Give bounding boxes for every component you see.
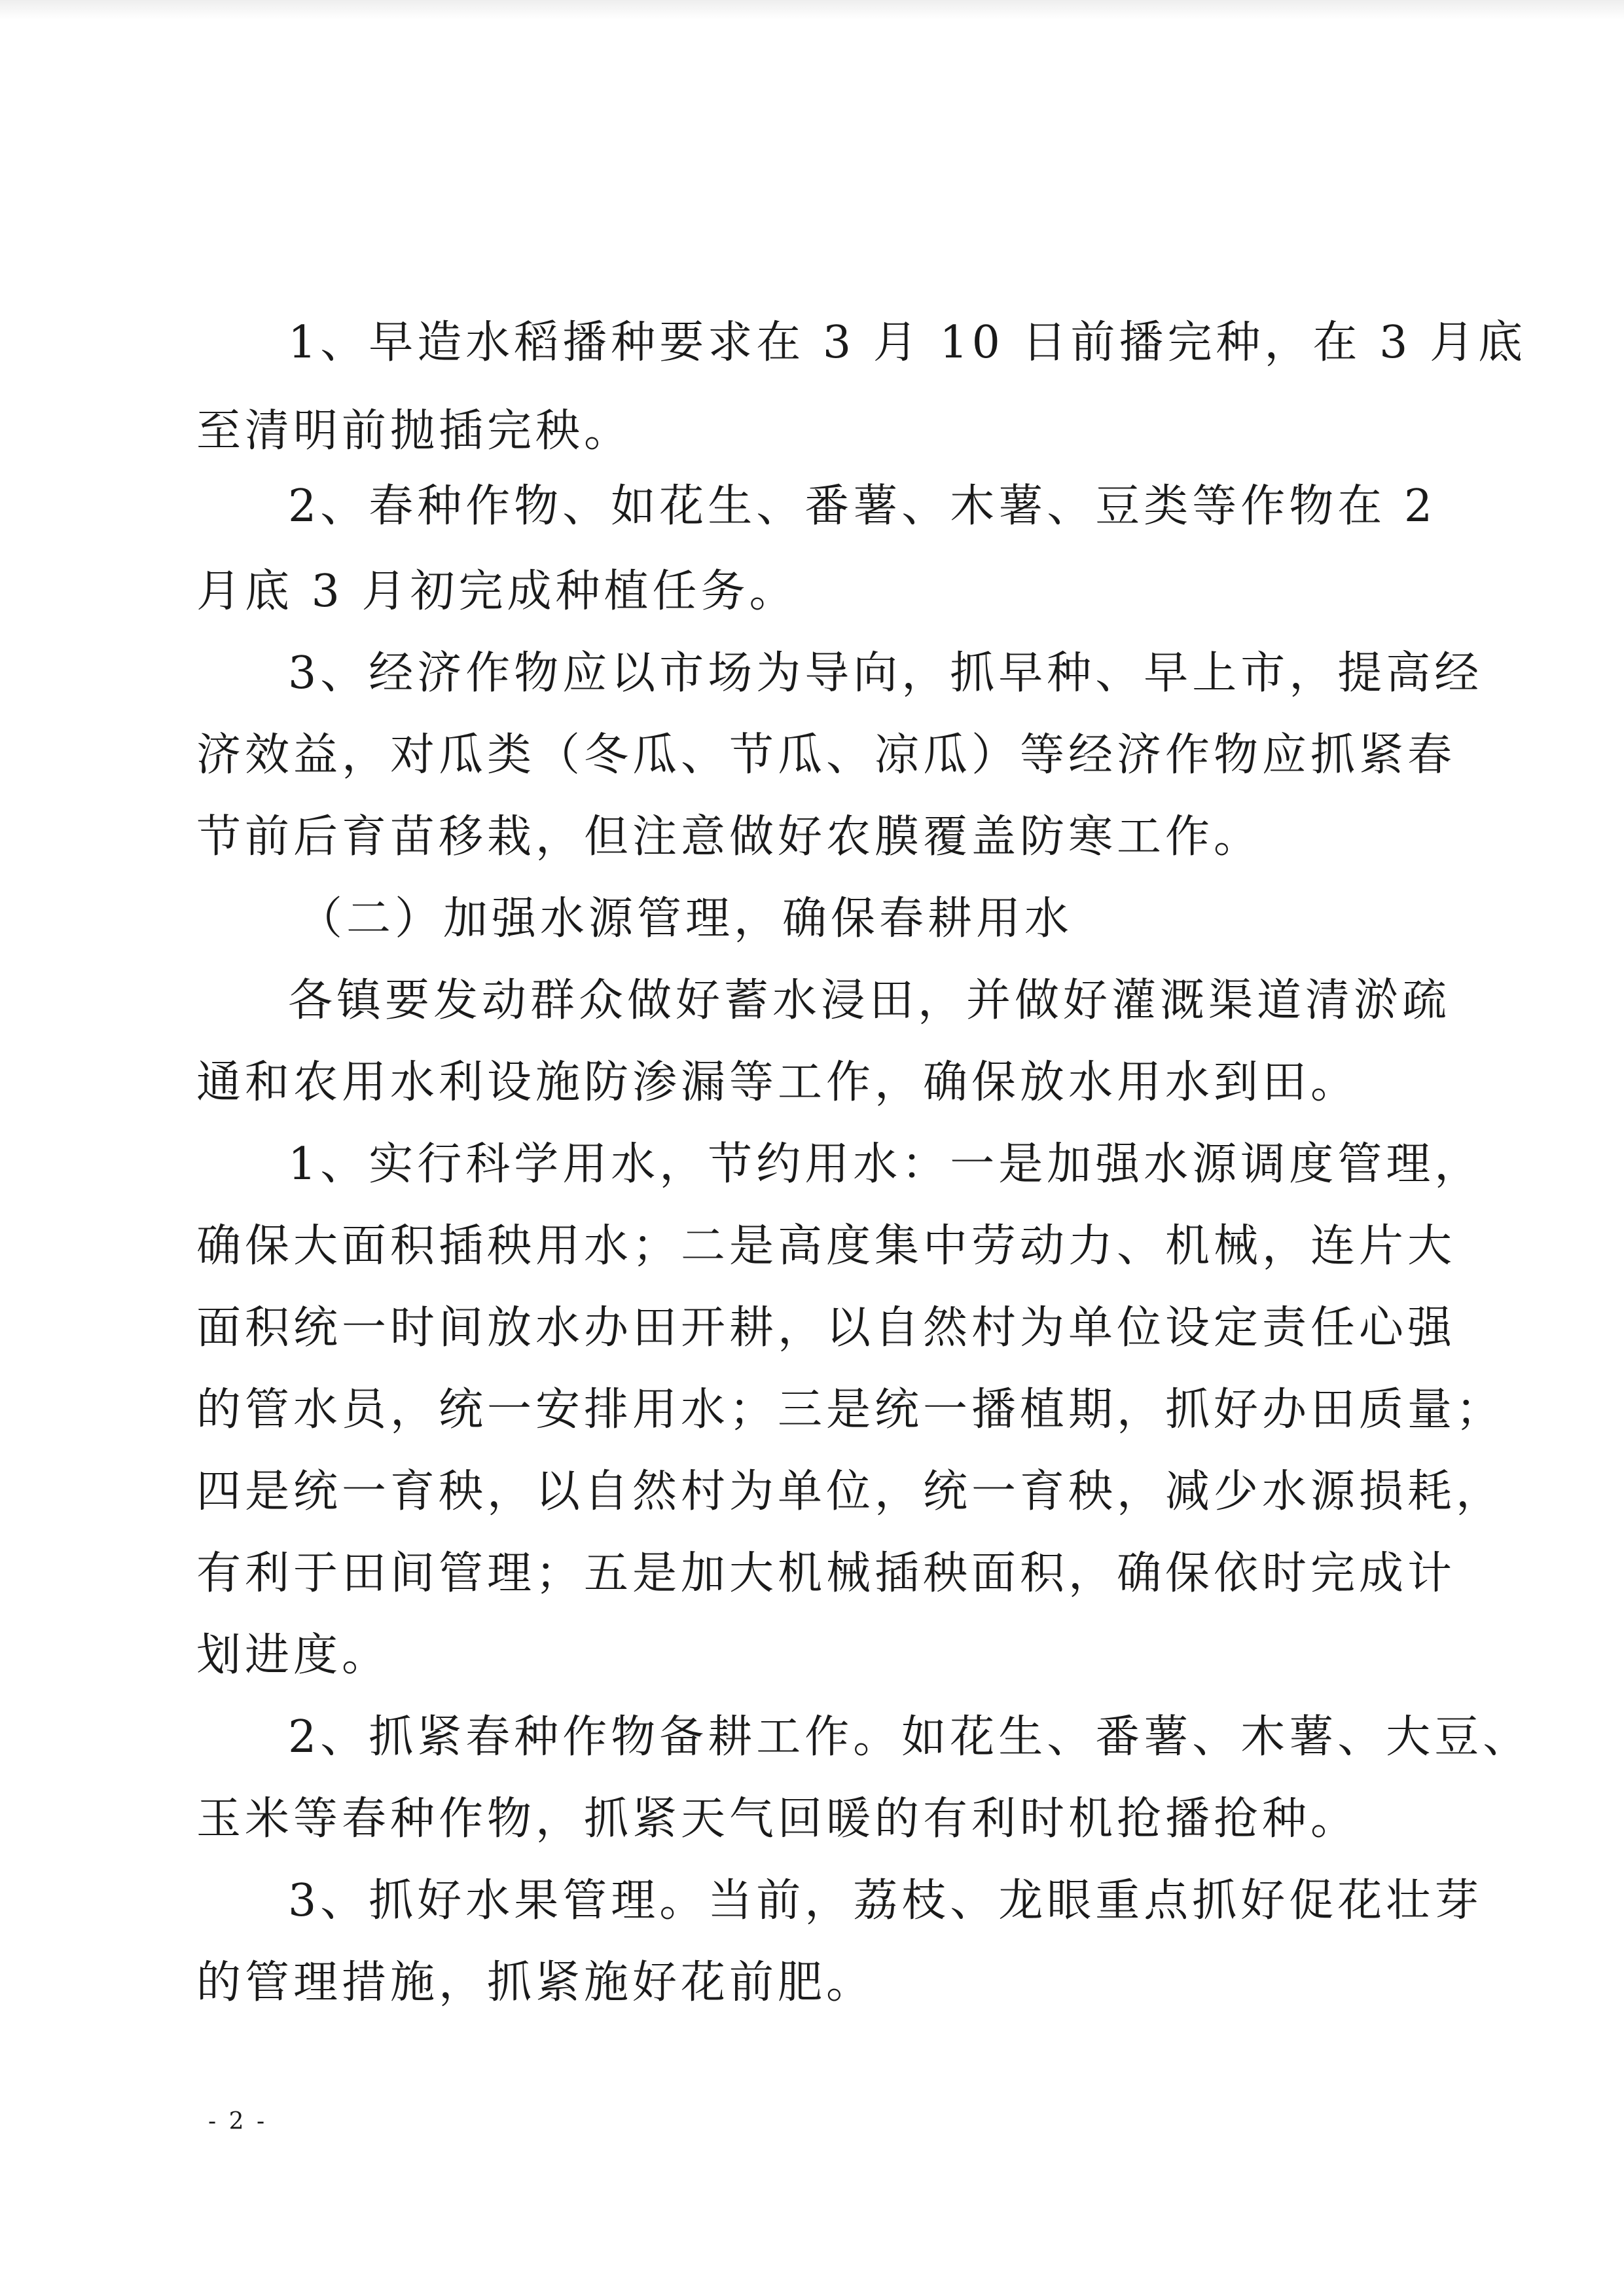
text-line: 玉米等春种作物，抓紧天气回暖的有利时机抢播抢种。	[196, 1793, 1360, 1845]
page-number: - 2 -	[208, 2108, 268, 2135]
text-line: 3、经济作物应以市场为导向，抓早种、早上市，提高经	[288, 647, 1483, 699]
text-line: 划进度。	[196, 1630, 391, 1681]
text-line: 2、抓紧春种作物备耕工作。如花生、番薯、木薯、大豆、	[288, 1711, 1532, 1763]
text-line: 面积统一时间放水办田开耕，以自然村为单位设定责任心强	[196, 1302, 1456, 1354]
text-line: 确保大面积插秧用水；二是高度集中劳动力、机械，连片大	[196, 1220, 1456, 1272]
text-line: 3、抓好水果管理。当前，荔枝、龙眼重点抓好促花壮芽	[288, 1875, 1483, 1927]
section-heading: （二）加强水源管理，确保春耕用水	[298, 893, 1074, 945]
text-line: 有利于田间管理；五是加大机械插秧面积，确保依时完成计	[196, 1548, 1456, 1599]
text-line: 2、春种作物、如花生、番薯、木薯、豆类等作物在 2	[288, 481, 1437, 532]
scan-edge	[0, 0, 1624, 20]
text-line: 至清明前抛插完秧。	[196, 405, 633, 457]
text-line: 济效益，对瓜类（冬瓜、节瓜、凉瓜）等经济作物应抓紧春	[196, 729, 1456, 781]
text-line: 节前后育苗移栽，但注意做好农膜覆盖防寒工作。	[196, 811, 1263, 863]
text-line: 1、早造水稻播种要求在 3 月 10 日前播完种，在 3 月底	[288, 317, 1527, 369]
text-line: 的管水员，统一安排用水；三是统一播植期，抓好办田质量；	[196, 1384, 1505, 1436]
text-line: 月底 3 月初完成种植任务。	[196, 566, 798, 617]
text-line: 的管理措施，抓紧施好花前肥。	[196, 1957, 875, 2009]
text-line: 1、实行科学用水，节约用水：一是加强水源调度管理，	[288, 1139, 1483, 1190]
text-line: 各镇要发动群众做好蓄水浸田，并做好灌溉渠道清淤疏	[288, 975, 1451, 1027]
text-line: 通和农用水利设施防渗漏等工作，确保放水用水到田。	[196, 1057, 1360, 1108]
text-line: 四是统一育秧，以自然村为单位，统一育秧，减少水源损耗，	[196, 1466, 1505, 1518]
